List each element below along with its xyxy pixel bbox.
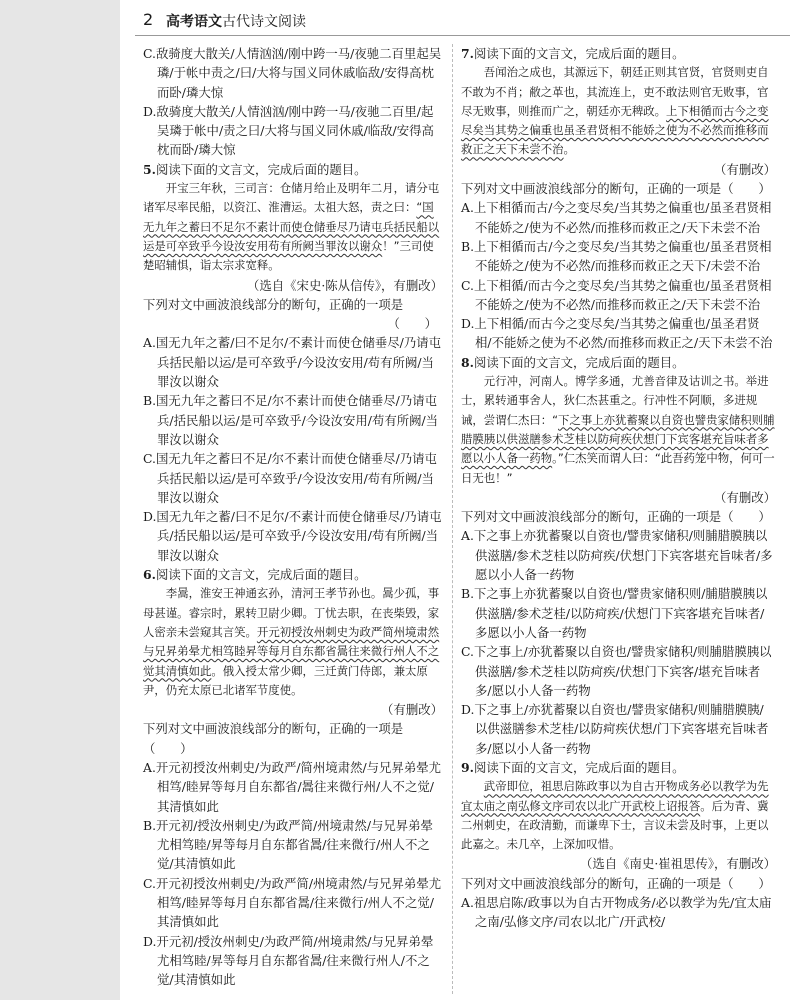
q8-ask: 下列对文中画波浪线部分的断句，正确的一项是（ ） [461,509,771,525]
q9-answer-blank: （ ） [721,875,771,891]
q5-stem-text: 阅读下面的文言文，完成后面的题目。 [155,161,367,177]
q4-option-d[interactable]: D.敌骑度大散关/人情汹汹/刚中跨一马/夜驰二百里/起吴璘于帐中/责之曰/大将与国义同休戚/临敌/安得高枕而卧/璘大惊 [143,103,434,158]
q5-option-c[interactable]: C.国无九年之蓄曰不足/尔不素计而使仓储垂尽/乃请屯兵括民船以运/是可卒致乎/今设汝安用/苟有所阙/当罪汝以谢众 [143,451,437,505]
q6-wavy-line-text: 开元初授汝州刺史为政严简州境肃然与兄昇弟晕尤相笃睦昇等每月自东都省暠往来微行州人不之觉其清慎如此 [143,624,440,678]
q8-option-c[interactable]: C.下之事上/亦犹蓄聚以自资也/譬贵家储积/则脯腊膜胰以供滋膳/参术芝桂以防疴疾/伏想门下宾客/堪充旨味者多/愿以小人备一药物 [461,644,772,698]
left-column [143,44,443,990]
q8-passage: 元行冲，河南人。博学多通，尤善音律及诂训之书。举进士，累转通事舍人，狄仁杰甚重之。行冲性不阿顺，多进规诫，尝谓仁杰曰：“下之事上亦犹蓄聚以自资也譬贵家储积则脯腊膜胰以供滋膳参术芝桂以防疴疾伏想门下宾客堪充旨味者多愿以小人备一药物。”仁杰笑而谓人曰：“此吾药笼中物，何可一日无也！” [461,374,775,485]
q9-ask: 下列对文中画波浪线部分的断句，正确的一项是（ ） [461,875,771,891]
column-divider [452,44,453,994]
q7-passage: 吾闻治之成也，其源远下，朝廷正则其官贤，官贤则吏自不敢为不肖；敝之革也，其流连上，吏不敢法则官无败事，官尽无败事，则推而广之，朝廷亦无稗政。上下相循而古今之变尽矣当其势之偏重也虽圣君贤相不能娇之使为不必然而推移而救正之天下未尝不治。 [461,65,769,157]
q6-number: 6. [143,567,156,583]
q7-option-c[interactable]: C.上下相循/而古今之变尽矣/当其势之偏重也/虽圣君贤相不能娇之/使为不必然/而推移而救正之/天下未尝不治 [461,277,772,312]
q6-option-b[interactable]: B.开元初/授汝州刺史/为政严简/州境肃然/与兄昇弟晕尤相笃睦/昇等每月自东都省暠/往来微行/州人不之觉/其清慎如此 [143,817,433,872]
q8-stem-text: 阅读下面的文言文，完成后面的题目。 [473,354,685,370]
q9-stem [461,758,776,777]
q8-number: 8. [461,354,474,370]
q7-answer-blank: （ ） [721,181,771,197]
q5-source: （选自《宋史·陈从信传》，有删改） [247,277,443,293]
q7-wavy-line-text: 上下相循而古今之变尽矣当其势之偏重也虽圣君贤相不能娇之使为不必然而推移而救正之天下未尝不治 [461,103,769,157]
q6-answer-blank: （ ） [143,740,193,756]
q7-stem [461,44,776,63]
q7-option-b[interactable]: B.上下相循而古/今之变尽矣/当其势之偏重也/虽圣君贤相不能娇之/使为不必然/而推移而救正之天下/未尝不治 [461,238,772,274]
q8-option-a[interactable]: A.下之事上亦犹蓄聚以自资也/譬贵家储积/则脯腊膜胰以供滋膳/参术芝桂以防疴疾/伏想门下宾客堪充旨味者/多愿以小人备一药物 [461,528,773,583]
q5-option-d[interactable]: D.国无九年之蓄/曰不足尔/不素计而使仓储垂尽/乃请屯兵/括民船以运/是可卒致乎/今设汝安用/苟有所阙/当罪汝以谢众 [143,509,442,563]
q8-option-b[interactable]: B.下之事上亦犹蓄聚以自资也/譬贵家储积则/脯腊膜胰以供滋膳/参术芝桂/以防疴疾/伏想门下宾客堪充旨味者/多愿以小人备一药物 [461,586,768,640]
q9-source: （选自《南史·崔祖思传》，有删改） [580,856,776,872]
right-column [461,44,776,932]
book-title: 高考语文 [166,14,222,30]
q7-stem-text: 阅读下面的文言文，完成后面的题目。 [473,46,685,61]
q5-wavy-line-text: “国无九年之蓄曰不足尔不素计而使仓储垂尽乃请屯兵括民船以运是可卒致乎今设汝安用苟有所阙当罪汝以谢众 [143,200,440,253]
q7-ask: 下列对文中画波浪线部分的断句，正确的一项是（ ） [461,181,771,197]
header-rule [135,35,790,36]
q5-passage: 开宝三年秋，三司言：仓储月给止及明年二月，请分屯诸军尽率民船，以资江、淮漕运。太祖大怒，责之曰：“国无九年之蓄曰不足尔不素计而使仓储垂尽乃请屯兵括民船以运是可卒致乎今设汝安用苟有所阙当罪汝以谢众！”三司使楚昭辅惧，诣太宗求宽释。 [143,181,440,273]
q5-stem [143,160,443,179]
q6-ask: 下列对文中画波浪线部分的断句，正确的一项是（ ） [143,721,404,756]
question-9 [461,758,776,932]
section-title: 古代诗文阅读 [222,14,306,30]
q6-stem [143,565,443,584]
question-8 [461,353,776,758]
q8-stem [461,353,776,372]
page-margin-sidebar [0,0,120,1000]
q6-source: （有删改） [381,702,443,718]
q6-option-c[interactable]: C.开元初授汝州刺史/为政严简/州境肃然/与兄昇弟晕尤相笃/睦昇等每月自东都省暠/往来微行/州人不之觉/其清慎如此 [143,875,442,930]
q9-passage: 武帝即位，祖思启陈政事以为自古开物成务必以教学为先宜太庙之南弘修文序司农以北广开武校上诏报答。后为青、冀二州刺史，在政清勤，而谦卑下士，言议未尝及时事，上更以此嘉之。未几卒，上深加叹惜。 [461,779,769,852]
q9-wavy-line-text: 武帝即位，祖思启陈政事以为自古开物成务必以教学为先宜太庙之南弘修文序司农以北广开武校上诏报答 [461,779,769,813]
q9-stem-text: 阅读下面的文言文，完成后面的题目。 [473,759,685,775]
page-number: 2 [143,10,154,29]
q5-number: 5. [143,161,156,177]
q6-passage: 李暠，淮安王神通玄孙，清河王孝节孙也。暠少孤，事母甚谨。睿宗时，累转卫尉少卿。丁忧去职，在丧柴毁，家人密亲未尝窥其言笑。开元初授汝州刺史为政严简州境肃然与兄昇弟晕尤相笃睦昇等每月自东都省暠往来微行州人不之觉其清慎如此。俄入授太常少卿，三迁黄门侍郎，兼太原尹，仍充太原已北诸军节度使。 [143,586,440,697]
question-7 [461,44,776,353]
q7-number: 7. [461,46,474,61]
question-5 [143,160,443,565]
q7-option-d[interactable]: D.上下相循/而古今之变尽矣/当其势之偏重也/虽圣君贤相/不能娇之使为不必然/而推移而救正之/天下未尝不治 [461,316,773,351]
q5-option-a[interactable]: A.国无九年之蓄/曰不足尔/不素计而使仓储垂尽/乃请屯兵括民船以运/是可卒致乎/今设汝安用/苟有所阙/当罪汝以谢众 [143,335,442,390]
q6-option-d[interactable]: D.开元初/授汝州刺史/为政严简/州境肃然/与兄昇弟晕尤相笃睦/昇等每月自东都省暠/往来微行州人/不之觉/其清慎如此 [143,933,434,988]
q6-option-a[interactable]: A.开元初授汝州刺史/为政严/简州境肃然/与兄昇弟晕尤相笃/睦昇等每月自东都省/暠往来微行州/人不之觉/其清慎如此 [143,759,442,814]
q7-option-a[interactable]: A.上下相循而古/今之变尽矣/当其势之偏重也/虽圣君贤相不能娇之/使为不必然/而推移而救正之/天下未尝不治 [461,200,772,235]
q5-option-b[interactable]: B.国无九年之蓄曰不足/尔不素计而使仓储垂尽/乃请屯兵/括民船以运/是可卒致乎/今设汝安用/苟有所阙/当罪汝以谢众 [143,393,439,447]
q7-source: （有删改） [714,161,776,177]
q8-wavy-line-text: 下之事上亦犹蓄聚以自资也譬贵家储积则脯腊膜胰以供滋膳参术芝桂以防疴疾伏想门下宾客堪充旨味者多愿以小人备一药物 [461,412,775,466]
q4-option-c[interactable]: C.敌骑度大散关/人情汹汹/刚中跨一马/夜驰二百里起吴璘/于帐中责之/曰/大将与国义同休戚临敌/安得高枕而卧/璘大惊 [143,46,442,100]
question-6 [143,565,443,990]
q8-answer-blank: （ ） [721,509,771,525]
q8-option-d[interactable]: D.下之事上/亦犹蓄聚以自资也/譬贵家储积/则脯腊膜胰/以供滋膳参术芝桂/以防疴疾伏想/门下宾客堪充旨味者多/愿以小人备一药物 [461,702,769,756]
q5-answer-blank: （ ） [387,316,437,332]
q9-option-a[interactable]: A.祖思启陈/政事以为自古开物成务/必以教学为先/宜太庙之南/弘修文序/司农以北广/开武校/ [461,895,772,930]
q8-source: （有删改） [714,489,776,505]
q6-stem-text: 阅读下面的文言文，完成后面的题目。 [155,567,367,583]
q5-ask: 下列对文中画波浪线部分的断句，正确的一项是 [143,296,404,312]
q9-number: 9. [461,759,474,775]
